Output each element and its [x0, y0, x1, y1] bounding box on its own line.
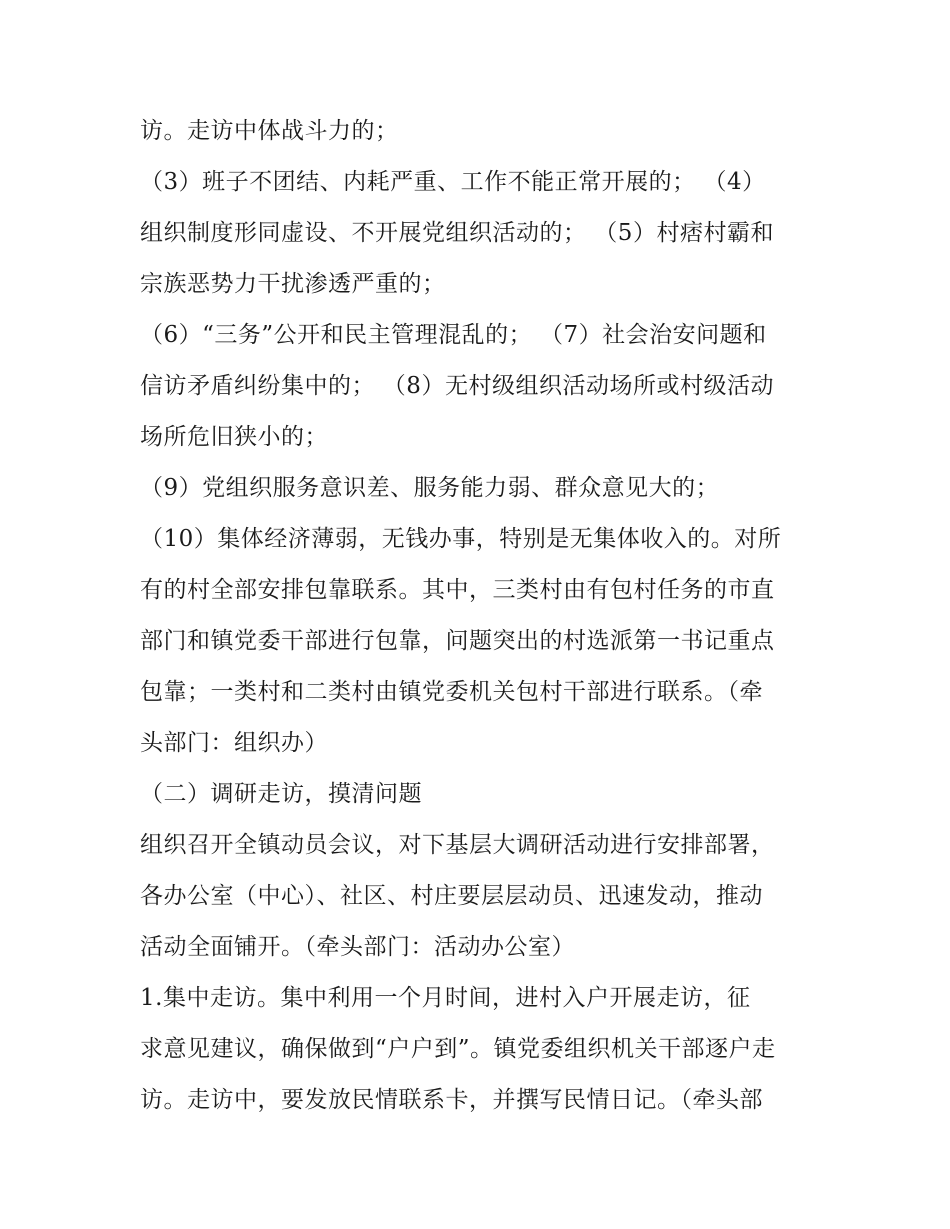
text-line: （3）班子不团结、内耗严重、工作不能正常开展的； （4） — [140, 169, 766, 195]
text-line: 各办公室（中心）、社区、村庄要层层动员、迅速发动，推动 — [140, 883, 763, 909]
text-line: 宗族恶势力干扰渗透严重的； — [140, 271, 446, 297]
section-heading: （二）调研走访，摸清问题 — [140, 781, 422, 807]
text-line: 头部门：组织办） — [140, 730, 328, 756]
text-line: 组织召开全镇动员会议，对下基层大调研活动进行安排部署， — [140, 832, 775, 858]
text-line: 部门和镇党委干部进行包靠，问题突出的村选派第一书记重点 — [140, 628, 775, 654]
text-line: 包靠；一类村和二类村由镇党委机关包村干部进行联系。（牵 — [140, 679, 763, 705]
text-line: 求意见建议，确保做到“户户到”。镇党委组织机关干部逐户走 — [140, 1036, 776, 1062]
text-line: 信访矛盾纠纷集中的； （8）无村级组织活动场所或村级活动 — [140, 373, 774, 399]
text-line: 1.集中走访。集中利用一个月时间，进村入户开展走访，征 — [140, 985, 751, 1011]
text-line: 访。走访中，要发放民情联系卡，并撰写民情日记。（牵头部 — [140, 1087, 763, 1113]
document-body — [140, 106, 830, 1126]
text-line: （10）集体经济薄弱，无钱办事，特别是无集体收入的。对所 — [140, 526, 782, 552]
text-line: （9）党组织服务意识差、服务能力弱、群众意见大的； — [140, 475, 720, 501]
text-line: 场所危旧狭小的； — [140, 424, 328, 450]
text-line: 访。走访中体战斗力的； — [140, 118, 399, 144]
text-line: 有的村全部安排包靠联系。其中，三类村由有包村任务的市直 — [140, 577, 775, 603]
text-line: 活动全面铺开。（牵头部门：活动办公室） — [140, 934, 575, 960]
text-line: （6）“三务”公开和民主管理混乱的； （7）社会治安问题和 — [140, 322, 767, 348]
text-line: 组织制度形同虚设、不开展党组织活动的； （5）村痞村霸和 — [140, 220, 774, 246]
